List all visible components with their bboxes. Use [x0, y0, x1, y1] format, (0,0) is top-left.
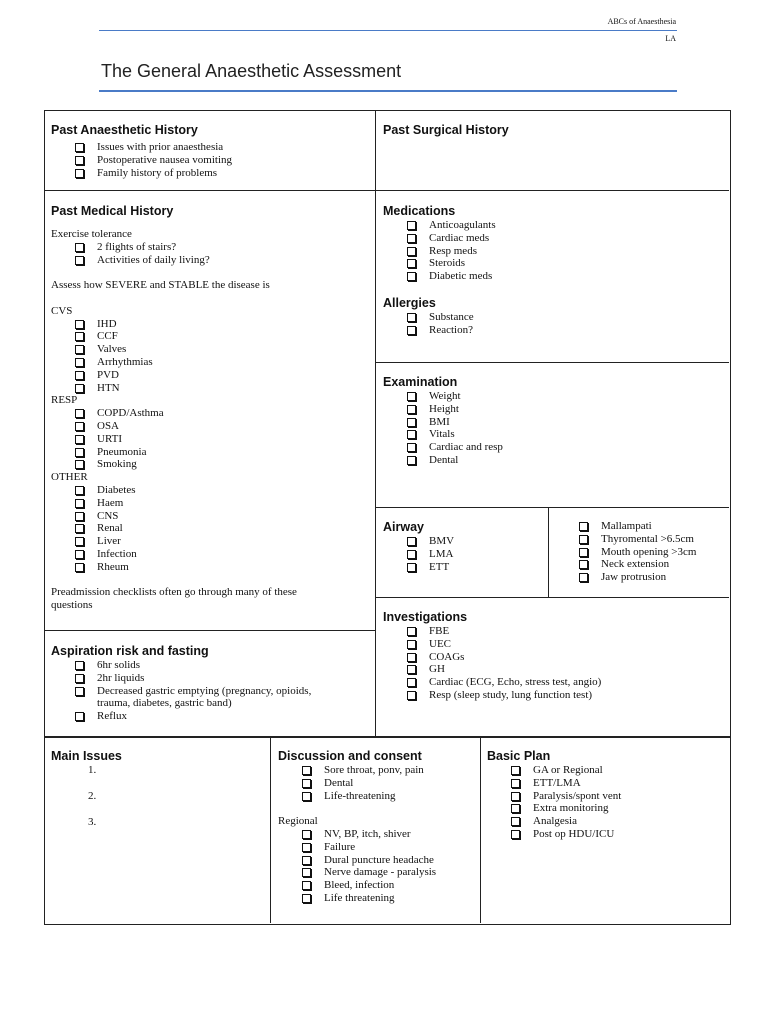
checklist-item[interactable]: UEC: [407, 638, 723, 651]
checkbox-icon[interactable]: [407, 550, 416, 559]
checkbox-icon[interactable]: [75, 358, 84, 367]
resp-label: RESP: [51, 394, 78, 407]
other-label: OTHER: [51, 471, 88, 484]
checklist-item[interactable]: Pneumonia: [75, 446, 371, 459]
table-divider: [44, 190, 729, 191]
checklist-item[interactable]: Paralysis/spont vent: [511, 790, 725, 803]
table-divider-vertical: [480, 736, 481, 923]
checkbox-icon[interactable]: [75, 143, 84, 152]
main-issues-section: [51, 748, 266, 841]
checkbox-icon[interactable]: [75, 499, 84, 508]
checklist-item[interactable]: Nerve damage - paralysis: [302, 866, 478, 879]
investigations-list: [383, 625, 723, 702]
allergies-title: Allergies: [383, 296, 436, 310]
medications-section: [383, 203, 723, 283]
checklist-item[interactable]: Renal: [75, 522, 371, 535]
checklist-item[interactable]: Height: [407, 403, 723, 416]
aspiration-title: Aspiration risk and fasting: [51, 644, 209, 658]
main-issues-title: Main Issues: [51, 749, 122, 763]
checkbox-icon[interactable]: [75, 371, 84, 380]
investigations-section: [383, 609, 723, 702]
checkbox-icon[interactable]: [511, 779, 520, 788]
checkbox-icon[interactable]: [407, 678, 416, 687]
checkbox-icon[interactable]: [407, 627, 416, 636]
main-issue-item[interactable]: [99, 790, 266, 803]
header-author: LA: [665, 34, 676, 43]
past-medical-section: [51, 203, 371, 612]
main-issue-item[interactable]: [99, 764, 266, 777]
checkbox-icon[interactable]: [302, 856, 311, 865]
checklist-item[interactable]: FBE: [407, 625, 723, 638]
checklist-item[interactable]: IHD: [75, 318, 371, 331]
checkbox-icon[interactable]: [407, 326, 416, 335]
past-surgical-section: [383, 122, 723, 141]
page-title: The General Anaesthetic Assessment: [101, 61, 402, 81]
checkbox-icon[interactable]: [579, 535, 588, 544]
checklist-item[interactable]: Diabetes: [75, 484, 371, 497]
checklist-item[interactable]: Post op HDU/ICU: [511, 828, 725, 841]
checklist-item[interactable]: Sore throat, ponv, pain: [302, 764, 478, 777]
discussion-list: [278, 764, 478, 802]
checklist-item[interactable]: Issues with prior anaesthesia: [75, 141, 371, 154]
exercise-list: [51, 241, 371, 267]
airway-list: [383, 535, 543, 573]
checklist-item[interactable]: OSA: [75, 420, 371, 433]
checklist-item[interactable]: Dental: [407, 454, 723, 467]
checkbox-icon[interactable]: [407, 430, 416, 439]
checklist-item[interactable]: GH: [407, 663, 723, 676]
checklist-item[interactable]: Reaction?: [407, 324, 723, 337]
checklist-item[interactable]: ETT/LMA: [511, 777, 725, 790]
airway-assessment-list: [555, 520, 725, 584]
checkbox-icon[interactable]: [75, 537, 84, 546]
checkbox-icon[interactable]: [75, 460, 84, 469]
allergies-list: [383, 311, 723, 337]
airway-title: Airway: [383, 520, 424, 534]
checkbox-icon[interactable]: [75, 448, 84, 457]
checkbox-icon[interactable]: [75, 512, 84, 521]
title-rule: [99, 90, 677, 92]
table-divider: [375, 362, 729, 363]
table-divider-vertical: [270, 736, 271, 923]
discussion-section: [278, 748, 478, 905]
checkbox-icon[interactable]: [511, 804, 520, 813]
checklist-item[interactable]: Bleed, infection: [302, 879, 478, 892]
header-doc-name: ABCs of Anaesthesia: [607, 17, 676, 26]
checklist-item[interactable]: Infection: [75, 548, 371, 561]
discussion-title: Discussion and consent: [278, 749, 422, 763]
regional-list: [278, 828, 478, 905]
allergies-section: [383, 295, 723, 337]
checkbox-icon[interactable]: [75, 409, 84, 418]
cvs-label: CVS: [51, 304, 73, 317]
checkbox-icon[interactable]: [75, 486, 84, 495]
checkbox-icon[interactable]: [75, 661, 84, 670]
checklist-item[interactable]: 2hr liquids: [75, 672, 371, 685]
checkbox-icon[interactable]: [75, 243, 84, 252]
checkbox-icon[interactable]: [579, 560, 588, 569]
checklist-item[interactable]: COAGs: [407, 651, 723, 664]
checkbox-icon[interactable]: [407, 653, 416, 662]
checklist-item[interactable]: ETT: [407, 561, 543, 574]
checklist-item[interactable]: Reflux: [75, 710, 371, 723]
main-issues-list: [51, 764, 266, 828]
past-surgical-title: Past Surgical History: [383, 123, 509, 137]
checklist-item[interactable]: Postoperative nausea vomiting: [75, 154, 371, 167]
checkbox-icon[interactable]: [407, 221, 416, 230]
checkbox-icon[interactable]: [302, 894, 311, 903]
checklist-item[interactable]: Extra monitoring: [511, 802, 725, 815]
checkbox-icon[interactable]: [407, 313, 416, 322]
checkbox-icon[interactable]: [407, 640, 416, 649]
checklist-item[interactable]: NV, BP, itch, shiver: [302, 828, 478, 841]
checkbox-icon[interactable]: [75, 712, 84, 721]
other-list: [51, 484, 371, 574]
checkbox-icon[interactable]: [407, 418, 416, 427]
checklist-item[interactable]: Life threatening: [302, 892, 478, 905]
checklist-item[interactable]: Rheum: [75, 561, 371, 574]
checkbox-icon[interactable]: [407, 537, 416, 546]
checklist-item[interactable]: COPD/Asthma: [75, 407, 371, 420]
aspiration-list: [51, 659, 371, 723]
past-medical-title: Past Medical History: [51, 204, 174, 218]
table-divider: [375, 507, 729, 508]
checklist-item[interactable]: Resp meds: [407, 245, 723, 258]
checkbox-icon[interactable]: [407, 392, 416, 401]
checkbox-icon[interactable]: [302, 830, 311, 839]
checkbox-icon[interactable]: [75, 674, 84, 683]
checkbox-icon[interactable]: [511, 792, 520, 801]
checkbox-icon[interactable]: [302, 868, 311, 877]
airway-section: [383, 519, 543, 573]
checklist-item[interactable]: HTN: [75, 382, 371, 395]
checkbox-icon[interactable]: [579, 522, 588, 531]
checklist-item[interactable]: Neck extension: [579, 558, 725, 571]
basic-plan-section: [487, 748, 725, 841]
preadmission-note: Preadmission checklists often go through many of these questions: [51, 586, 297, 612]
table-divider: [44, 630, 375, 631]
checkbox-icon[interactable]: [407, 272, 416, 281]
checkbox-icon[interactable]: [579, 573, 588, 582]
checkbox-icon[interactable]: [407, 405, 416, 414]
checkbox-icon[interactable]: [75, 332, 84, 341]
assess-text: Assess how SEVERE and STABLE the disease is: [51, 279, 270, 292]
checkbox-icon[interactable]: [407, 234, 416, 243]
checkbox-icon[interactable]: [407, 259, 416, 268]
checklist-item[interactable]: Substance: [407, 311, 723, 324]
aspiration-section: [51, 643, 371, 723]
checkbox-icon[interactable]: [75, 563, 84, 572]
checkbox-icon[interactable]: [302, 779, 311, 788]
checkbox-icon[interactable]: [75, 435, 84, 444]
checklist-item[interactable]: Valves: [75, 343, 371, 356]
checklist-item[interactable]: BMV: [407, 535, 543, 548]
checkbox-icon[interactable]: [407, 456, 416, 465]
checkbox-icon[interactable]: [511, 830, 520, 839]
past-anaesthetic-section: [51, 122, 371, 179]
checklist-item[interactable]: URTI: [75, 433, 371, 446]
checkbox-icon[interactable]: [511, 766, 520, 775]
checklist-item[interactable]: Resp (sleep study, lung function test): [407, 689, 723, 702]
checklist-item[interactable]: Anticoagulants: [407, 219, 723, 232]
regional-label: Regional: [278, 815, 318, 828]
main-issue-item[interactable]: [99, 816, 266, 829]
checklist-item[interactable]: Smoking: [75, 458, 371, 471]
checklist-item[interactable]: CCF: [75, 330, 371, 343]
checklist-item[interactable]: Decreased gastric emptying (pregnancy, opioids, trauma, diabetes, gastric band): [75, 685, 347, 711]
resp-list: [51, 407, 371, 471]
checklist-item[interactable]: Arrhythmias: [75, 356, 371, 369]
checklist-item[interactable]: Mouth opening >3cm: [579, 546, 725, 559]
checkbox-icon[interactable]: [407, 691, 416, 700]
checkbox-icon[interactable]: [302, 766, 311, 775]
checklist-item[interactable]: Weight: [407, 390, 723, 403]
checkbox-icon[interactable]: [579, 548, 588, 557]
checklist-item[interactable]: CNS: [75, 510, 371, 523]
checkbox-icon[interactable]: [302, 792, 311, 801]
examination-list: [383, 390, 723, 467]
past-anaesthetic-title: Past Anaesthetic History: [51, 123, 198, 137]
checklist-item[interactable]: Jaw protrusion: [579, 571, 725, 584]
checkbox-icon[interactable]: [302, 843, 311, 852]
checklist-item[interactable]: Haem: [75, 497, 371, 510]
checklist-item[interactable]: Thyromental >6.5cm: [579, 533, 725, 546]
past-anaesthetic-list: [51, 141, 371, 179]
checklist-item[interactable]: Family history of problems: [75, 167, 371, 180]
checklist-item[interactable]: Dural puncture headache: [302, 854, 478, 867]
checklist-item[interactable]: 2 flights of stairs?: [75, 241, 371, 254]
checkbox-icon[interactable]: [407, 443, 416, 452]
basic-plan-title: Basic Plan: [487, 749, 551, 763]
checklist-item[interactable]: Analgesia: [511, 815, 725, 828]
checklist-item[interactable]: BMI: [407, 416, 723, 429]
checklist-item[interactable]: Mallampati: [579, 520, 725, 533]
medications-title: Medications: [383, 204, 456, 218]
checkbox-icon[interactable]: [511, 817, 520, 826]
airway-assessment-section: [555, 520, 725, 584]
checkbox-icon[interactable]: [75, 422, 84, 431]
checkbox-icon[interactable]: [75, 156, 84, 165]
table-divider: [375, 597, 729, 598]
basic-plan-list: [487, 764, 725, 841]
medications-list: [383, 219, 723, 283]
checklist-item[interactable]: Steroids: [407, 257, 723, 270]
checkbox-icon[interactable]: [75, 320, 84, 329]
checklist-item[interactable]: Dental: [302, 777, 478, 790]
checklist-item[interactable]: PVD: [75, 369, 371, 382]
checkbox-icon[interactable]: [75, 687, 84, 696]
checkbox-icon[interactable]: [75, 345, 84, 354]
examination-title: Examination: [383, 375, 458, 389]
header-rule: [99, 30, 677, 31]
checkbox-icon[interactable]: [407, 563, 416, 572]
cvs-list: [51, 318, 371, 395]
checkbox-icon[interactable]: [75, 169, 84, 178]
investigations-title: Investigations: [383, 610, 468, 624]
checklist-item[interactable]: Liver: [75, 535, 371, 548]
checklist-item[interactable]: GA or Regional: [511, 764, 725, 777]
checklist-item[interactable]: Vitals: [407, 428, 723, 441]
checklist-item[interactable]: Cardiac meds: [407, 232, 723, 245]
checklist-item[interactable]: 6hr solids: [75, 659, 371, 672]
checklist-item[interactable]: Cardiac and resp: [407, 441, 723, 454]
checklist-item[interactable]: Diabetic meds: [407, 270, 723, 283]
checkbox-icon[interactable]: [75, 524, 84, 533]
checkbox-icon[interactable]: [75, 384, 84, 393]
examination-section: [383, 374, 723, 467]
checklist-item[interactable]: Activities of daily living?: [75, 254, 371, 267]
checkbox-icon[interactable]: [407, 247, 416, 256]
checklist-item[interactable]: Failure: [302, 841, 478, 854]
checklist-item[interactable]: Cardiac (ECG, Echo, stress test, angio): [407, 676, 723, 689]
checkbox-icon[interactable]: [75, 256, 84, 265]
checkbox-icon[interactable]: [75, 550, 84, 559]
checkbox-icon[interactable]: [302, 881, 311, 890]
checklist-item[interactable]: LMA: [407, 548, 543, 561]
checklist-item[interactable]: Life-threatening: [302, 790, 478, 803]
table-divider-vertical: [375, 110, 376, 736]
checkbox-icon[interactable]: [407, 665, 416, 674]
table-divider: [548, 507, 549, 597]
exercise-label: Exercise tolerance: [51, 228, 132, 240]
